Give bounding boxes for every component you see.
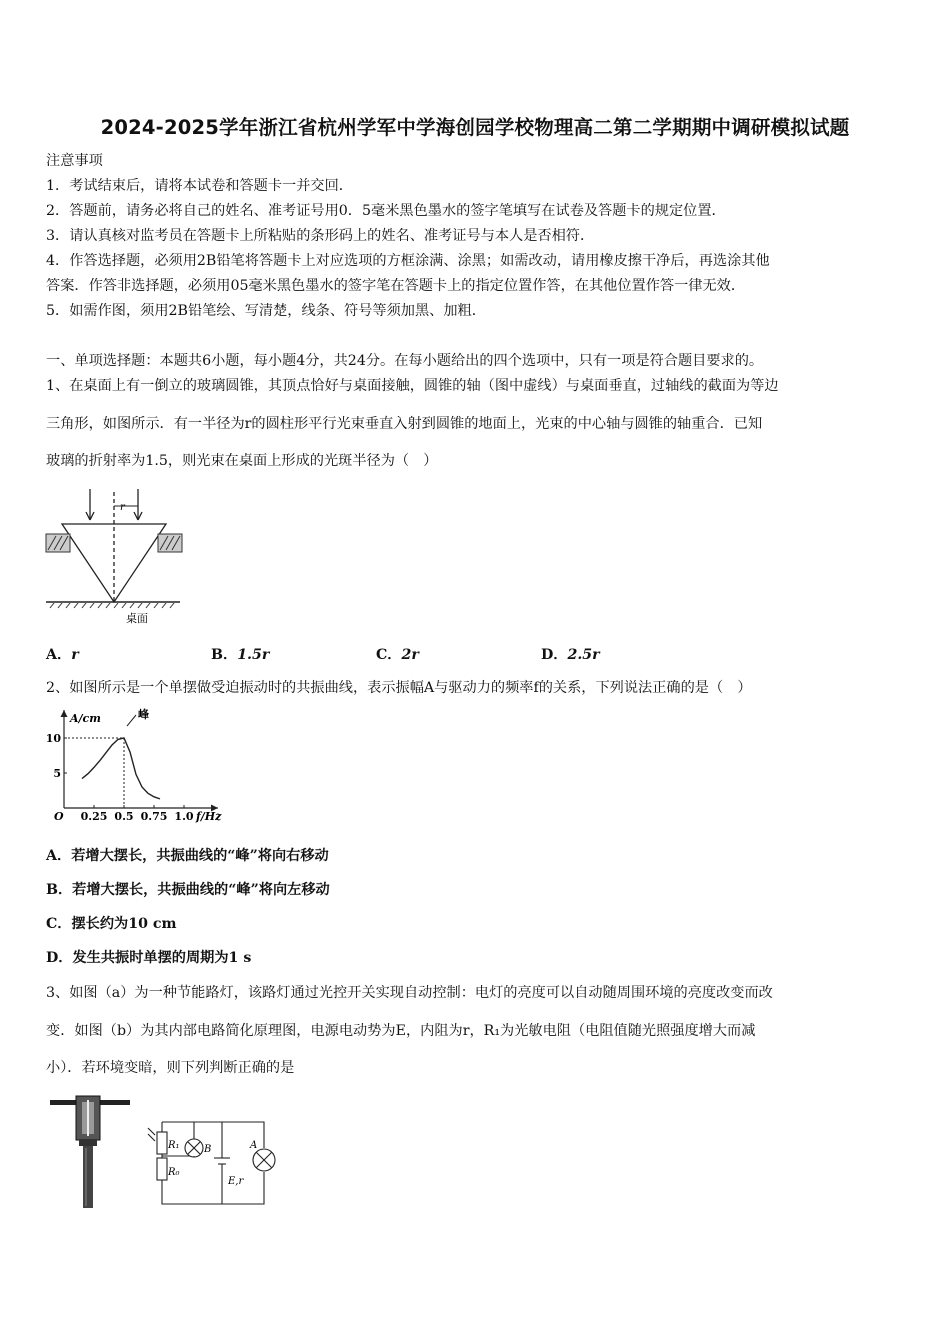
table-label: 桌面 bbox=[126, 612, 148, 625]
q1-stem-line: 三角形，如图所示．有一半径为r的圆柱形平行光束垂直入射到圆锥的地面上，光束的中心轴与圆锥的轴重合．已知 bbox=[46, 416, 763, 432]
q1-stem-line: 1、在桌面上有一倒立的玻璃圆锥，其顶点恰好与桌面接触，圆锥的轴（图中虚线）与桌面垂直，过轴线的截面为等边 bbox=[46, 378, 779, 394]
section-heading: 一、单项选择题：本题共6小题，每小题4分，共24分。在每小题给出的四个选项中，只有一项是符合题目要求的。 bbox=[46, 353, 764, 369]
x-tick-label: 0.25 bbox=[80, 810, 108, 823]
y-tick-label: 5 bbox=[53, 767, 61, 780]
q3-stem-line: 小）．若环境变暗，则下列判断正确的是 bbox=[46, 1060, 295, 1076]
notice-item: 1．考试结束后，请将本试卷和答题卡一并交回． bbox=[46, 178, 353, 194]
peak-pointer bbox=[127, 715, 136, 726]
q1-option-b[interactable]: B．1.5r bbox=[211, 647, 270, 663]
q1-option-a[interactable]: A．r bbox=[46, 647, 79, 663]
x-tick-label: 1.0 bbox=[174, 810, 194, 823]
lamp-b-label: B bbox=[204, 1144, 212, 1155]
y-axis-label: A/cm bbox=[70, 712, 101, 725]
cone-figure bbox=[42, 486, 187, 626]
notice-heading: 注意事项 bbox=[46, 153, 103, 169]
r-label: r bbox=[120, 502, 125, 513]
q1-option-d[interactable]: D．2.5r bbox=[541, 647, 600, 663]
street-lamp-figure bbox=[46, 1092, 136, 1212]
q1-option-c[interactable]: C．2r bbox=[376, 647, 419, 663]
source-label: E,r bbox=[228, 1176, 244, 1187]
notice-item: 5．如需作图，须用2B铅笔绘、写清楚，线条、符号等须加黑、加粗． bbox=[46, 303, 486, 319]
q2-option-c[interactable]: C．摆长约为10 cm bbox=[46, 916, 177, 932]
peak-annotation: 峰 bbox=[138, 708, 149, 721]
q3-stem-line: 变．如图（b）为其内部电路简化原理图，电源电动势为E，内阻为r，R₁为光敏电阻（电阻值随光照强度增大而减 bbox=[46, 1023, 756, 1039]
q1-stem-line: 玻璃的折射率为1.5，则光束在桌面上形成的光斑半径为（ ） bbox=[46, 453, 438, 469]
circuit-figure bbox=[146, 1108, 286, 1210]
x-axis-label: f/Hz bbox=[196, 810, 222, 823]
lamp-a-label: A bbox=[250, 1140, 258, 1151]
q2-option-a[interactable]: A．若增大摆长，共振曲线的“峰”将向右移动 bbox=[46, 848, 329, 864]
y-tick-label: 10 bbox=[46, 732, 61, 745]
resonance-chart-svg bbox=[46, 704, 226, 830]
q3-stem-line: 3、如图（a）为一种节能路灯，该路灯通过光控开关实现自动控制：电灯的亮度可以自动随周围环境的亮度改变而改 bbox=[46, 985, 773, 1001]
notice-item: 4．作答选择题，必须用2B铅笔将答题卡上对应选项的方框涂满、涂黑；如需改动，请用橡皮擦干净后，再选涂其他 bbox=[46, 253, 770, 269]
r1-label: R₁ bbox=[168, 1140, 180, 1151]
notice-item: 3．请认真核对监考员在答题卡上所粘贴的条形码上的姓名、准考证号与本人是否相符． bbox=[46, 228, 595, 244]
x-tick-label: 0.75 bbox=[140, 810, 168, 823]
resonance-chart bbox=[46, 704, 226, 830]
origin-label: O bbox=[54, 810, 64, 823]
x-tick-label: 0.5 bbox=[114, 810, 134, 823]
q2-stem: 2、如图所示是一个单摆做受迫振动时的共振曲线，表示振幅A与驱动力的频率f的关系，下列说法正确的是（ ） bbox=[46, 680, 752, 696]
q2-option-d[interactable]: D．发生共振时单摆的周期为1 s bbox=[46, 950, 252, 966]
notice-item: 答案．作答非选择题，必须用05毫米黑色墨水的签字笔在答题卡上的指定位置作答，在其他位置作答一律无效． bbox=[46, 278, 746, 294]
resonance-curve bbox=[82, 738, 160, 799]
notice-item: 2．答题前，请务必将自己的姓名、准考证号用0．5毫米黑色墨水的签字笔填写在试卷及答题卡的规定位置． bbox=[46, 203, 726, 219]
page-title: 2024-2025学年浙江省杭州学军中学海创园学校物理高二第二学期期中调研模拟试题 bbox=[100, 116, 850, 139]
r0-label: R₀ bbox=[168, 1167, 180, 1178]
q2-option-b[interactable]: B．若增大摆长，共振曲线的“峰”将向左移动 bbox=[46, 882, 330, 898]
